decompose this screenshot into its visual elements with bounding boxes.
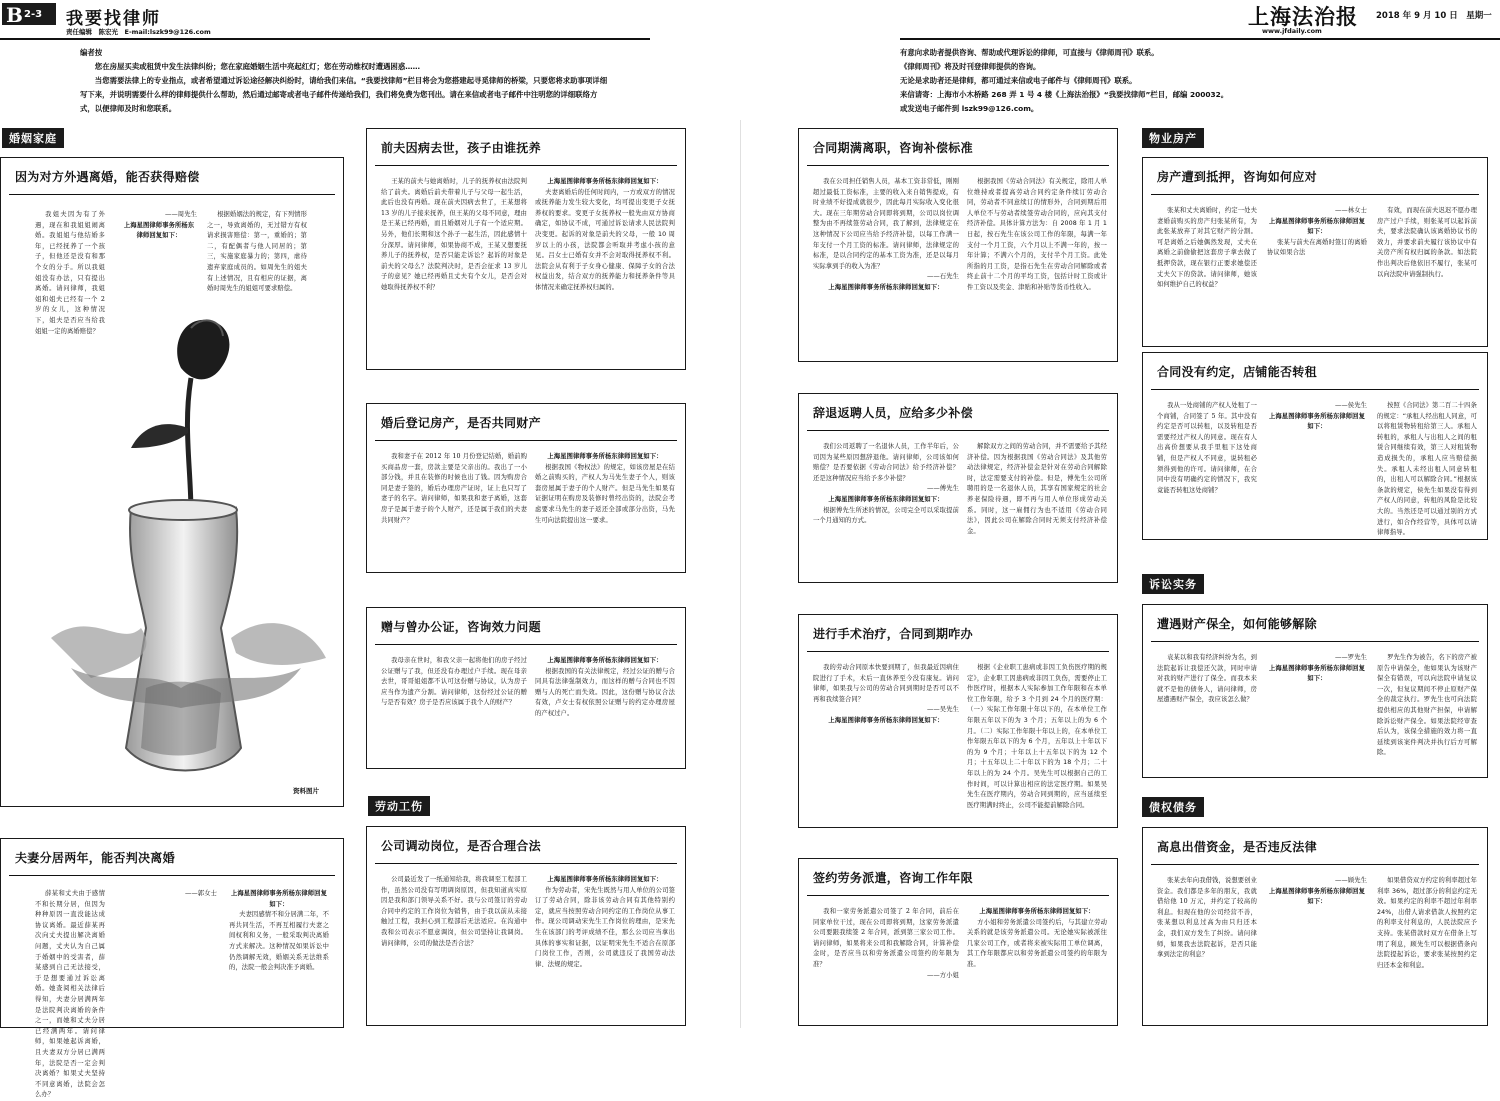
question-text: 薛某和丈夫由于感情不和长期分居，但因为种种原因一直没能达成协议离婚。最近薛某再次向丈夫提出解决离婚问题，丈夫认为自己属于婚姻中的受害者，薛某感到自己无法接受，于是想要通过诉讼离婚。她查阅相关法律后得知，夫妻分居满两年是法院判决离婚的条件之一，而她和丈夫分居已经满两年。请问律师，如果她起诉离婚，且夫妻双方分居已满两年，法院是否一定会判决离婚？如果丈夫坚持不同意离婚，法院会怎么办？ [35,890,105,1099]
editor-note-p1: 您在房屋买卖或租赁中发生法律纠纷；您在家庭婚姻生活中亮起红灯；您在劳动维权时遭遇困惑…… [94,62,420,71]
article-title: 赠与曾办公证，咨询效力问题 [381,620,541,634]
answer-text: 解除双方之间的劳动合同，并不需要给予其经济补偿。因为根据我国《劳动合同法》及其他劳动法律规定，经济补偿金是针对在劳动合同解除时，法定需要支付的补偿。但是，傅先生公司所聘用的是一名退休人员，其享有国家规定的社会养老保险待遇，即不再与用人单位形成劳动关系。同时，这一雇佣行为也不适用《劳动合同法》，因此公司在解除合同时无须支付经济补偿金。 [967,443,1107,535]
editor-note-heading: 编者按 [80,48,103,57]
article-title: 辞退返聘人员，应给多少补偿 [813,406,973,420]
title-rule [807,651,1109,652]
article-title: 合同期满离职，咨询补偿标准 [813,141,973,155]
page-header [0,0,1500,42]
page-letter: B [6,3,23,27]
title-rule [9,194,335,195]
article-job-transfer [366,826,686,1026]
article-retiree-dismissal [798,393,1118,583]
contact-line-2: 《律师周刊》将及时刊登律师提供的咨询。 [900,62,1041,71]
article-labor-dispatch [798,858,1118,1026]
article-title: 合同没有约定，店铺能否转租 [1157,365,1317,379]
question-text: 我们公司返聘了一名退休人员，工作半年后，公司因为某些原因想辞退他。请问律师，公司该如何赔偿？是否要依据《劳动合同法》给予经济补偿？还是这种情况应当给予多少补偿？ ——傅先生 上海星图律师事务所杨东律师回复如下： 根据傅先生所述的情况，公司完全可以采取提前一个月通知的方式。 [813,443,959,525]
question-text-2: ——周先生 上海星图律师事务所杨东律师回复如下： [123,211,197,240]
section-debt: 债权债务 [1142,797,1204,817]
rose-vase-illustration [31,308,331,788]
article-title: 公司调动岗位，是否合理合法 [381,839,541,853]
article-title: 房产遭到抵押，咨询如何应对 [1157,170,1317,184]
page-number: 2-3 [24,9,43,20]
question-text-2: ——林女士 上海星图律师事务所杨东律师回复如下： 张某与前夫在离婚时签订的离婚协议如果合法 [1267,207,1367,257]
title-rule [375,165,677,166]
contact-note [900,46,1320,116]
section-litigation: 诉讼实务 [1142,574,1204,594]
header-rule-right [900,38,1500,40]
title-rule [807,430,1109,431]
title-rule [375,644,677,645]
answer-text: 上海星图律师事务所杨东律师回复如下： 根据我国的有关法律规定，经过公证的赠与合同具有法律强制效力，而这样的赠与合同也不因赠与人的死亡而失效。因此，这份赠与协议合法有效，卢女士有权依照公证赠与的约定办理房屋的产权过户。 [535,657,675,717]
title-rule [1151,389,1479,390]
contact-line-3: 无论是求助者还是律师，都可通过来信或电子邮件与《律师周刊》联系。 [900,76,1137,85]
article-title: 签约劳务派遣，咨询工作年限 [813,871,973,885]
answer-text: 上海星图律师事务所杨东律师回复如下： 夫妻因感情不和分居满二年，不再共同生活，不再互相履行夫妻之间权利和义务，一般采取判决离婚方式来解决。这种情况如果诉讼中仍然调解无效，婚姻关系无法维系的，法院一般会判决准予离婚。 [229,890,329,972]
article-title: 因为对方外遇离婚，能否获得赔偿 [15,170,200,184]
answer-text: 如果借贷双方约定的利率超过年利率 36%，超过部分的利息约定无效。如果约定的利率不超过年利率 24%，出借人请求借款人按照约定的利率支付利息的，人民法院应予支持。张某借款时双方在借条上写明了利息，顾先生可以根据借条向法院提起诉讼，要求张某按照约定归还本金和利息。 [1377,877,1477,969]
section-labor: 劳动工伤 [368,796,430,816]
answer-text: 上海星图律师事务所杨东律师回复如下： 夫妻离婚后的任何时间内，一方或双方的情况或抚养能力发生较大变化，均可提出变更子女抚养权的要求。变更子女抚养权一般先由双方协商确定，如协议不成，可通过诉讼请求人民法院判决变更。起诉的对象是前夫的父母，一般 10 周岁以上的小孩，法院都会听取并考虑小孩的意见。吕女士已婚有女并不会对取得抚养权不利。法院会从有利于子女身心健康、保障子女的合法权益出发，结合双方的抚养能力和抚养条件等具体情况来确定抚养权归属的。 [535,178,675,291]
question-text-2: ——郭女士 [185,890,217,897]
website: www.jfdaily.com [1262,27,1322,35]
title-rule [807,895,1109,896]
editor-note-p2: 当您需要法律上的专业指点，或者希望通过诉讼途径解决纠纷时，请给我们来信。“我要找律师”栏目将会为您搭建起寻觅律师的桥梁，只要您将求助事项详细写下来，并说明需要什么样的律师提供什么帮助，然后通过邮寄或者电子邮件传递给我们，我们将免费为您刊出。请在来信或者电子邮件中注明您的详细联络方式，以便律师及时和您联系。 [80,76,608,113]
answer-text: 根据《企业职工患病或非因工负伤医疗期的规定》，企业职工因患病或非因工负伤，需要停止工作医疗时，根据本人实际参加工作年限和在本单位工作年限，给予 3 个月到 24 个月的医疗期：（一）实际工作年限十年以下的，在本单位工作年限五年以下的为 3 个月；五年以上的为 6 个月。（二）实际工作年限十年以上的，在本单位工作年限五年以下的为 6 个月，五年以上十年以下的为 9 个月；十年以上十五年以下的为 12 个月；十五年以上二十年以下的为 18 个月；二十年以上的为 24 个月。吴先生可以根据自己的工作时间，可以计算出相应的法定医疗期。如果吴先生在医疗期内，劳动合同到期的，应当延续至医疗期满时终止，公司不能提前解除合同。 [967,664,1107,809]
article-divorce-compensation [0,157,344,807]
article-property-preservation [1142,604,1488,778]
column-title: 我要找律师 [66,9,161,29]
editor-note [80,46,608,116]
question-text-2: ——侯先生 上海星图律师事务所杨东律师回复如下： [1269,402,1367,431]
question-text: 我和一家劳务派遣公司签了 2 年合同，前后在同家单位干过，现在公司即将到期，这家劳务派遣公司要跟我续签 2 年合同，派到第三家公司工作。请问律师，如果将来公司和我解除合同，计算补偿金时，是否应当以和劳务派遣公司签约的年限为准？ ——方小姐 [813,908,959,979]
answer-text: 根据婚姻法的规定，有下列情形之一，导致离婚的，无过错方有权请求损害赔偿：第一，重婚的；第二，有配偶者与他人同居的；第三，实施家庭暴力的；第四，虐待遗弃家庭成员的。如周先生的姐夫有上述情况，且有相应的证据，离婚时周先生的姐姐可要求赔偿。 [207,211,307,293]
article-contract-expiry [798,128,1118,362]
contact-line-5: 或发送电子邮件到 lszk99@126.com。 [900,104,1039,113]
title-rule [1151,641,1479,642]
question-text-2: ——顾先生 上海星图律师事务所杨东律师回复如下： [1269,877,1367,906]
question-text: 我母亲在世时，和我父亲一起将他们的房子经过公证赠与了我，但还没有办理过户手续。现在母亲去世，哥哥姐姐都不认可这份赠与协议，认为房子应当作为遗产分割。请问律师，这份经过公证的赠与是否有效？房子是否应该属于我个人的财产？ [381,657,527,707]
answer-text: 上海星图律师事务所杨东律师回复如下： 方小姐和劳务派遣公司签约后，与其建立劳动关系的就是该劳务派遣公司。无论她实际被派往几家公司工作，或者将来被实际用工单位调离，其工作年限都应以和劳务派遣公司签约的年限为准。 [967,908,1107,968]
title-rule [807,165,1109,166]
question-text: 我和妻子在 2012 年 10 月份登记结婚，婚前购买商品房一套，房款主要是父亲出的。我出了一小部分钱，并且在装修的时候也出了钱。因为购房合同是妻子签的，婚后办理房产证时，证上也只写了妻子的名字。请问律师，如果我和妻子离婚，这套房子是属于妻子的个人财产，还是属于我们的夫妻共同财产？ [381,453,527,524]
editor-line: 责任编辑 陈宏光 E-mail:lszk99@126.com [66,28,211,36]
article-shop-sublease [1142,352,1488,540]
answer-text: 上海星图律师事务所杨东律师回复如下： 作为劳动者，宋先生既然与用人单位的公司签订了劳动合同，除非该劳动合同有其他特别约定，就应当按照劳动合同约定的工作岗位从事工作。现公司调动宋先生工作岗位的理由，是宋先生在该部门的考评成绩不佳，那么公司应当拿出具体的事实和证据，以证明宋先生不适合在原部门岗位工作，否则，公司就违反了我国劳动法律、法规的规定。 [535,876,675,968]
contact-line-1: 有意向求助者提供咨询、帮助或代理诉讼的律师，可直接与《律师周刊》联系。 [900,48,1159,57]
title-rule [1151,194,1479,195]
article-marital-property [366,403,686,573]
photo-caption: 资料图片 [293,787,319,795]
answer-text: 有效，而现在前夫迟迟不愿办理房产过户手续，则张某可以起诉前夫，要求法院确认该离婚协议书的效力，并要求前夫履行该协议中有关房产所有权归属的条款。如法院作出判决后他依旧不履行，张某可以向法院申请强制执行。 [1377,207,1477,278]
answer-text: 根据我国《劳动合同法》有关规定，除用人单位维持或者提高劳动合同约定条件续订劳动合同，劳动者不同意续订的情形外，合同到期后用人单位不与劳动者续签劳动合同的，应向其支付经济补偿。具体计算方法为：自 2008 年 1 月 1 日起，按石先生在该公司工作的年限，每满一年支付一个月工资，六个月以上不满一年的，按一年计算；不满六个月的，支付半个月工资。此处所指的月工资，是指石先生在劳动合同解除或者终止前十二个月的平均工资，包括计时工资或计件工资以及奖金、津贴和补贴等货币性收入。 [967,178,1107,291]
title-rule [1151,864,1479,865]
header-rule-left [0,38,650,40]
question-text: 张某和丈夫离婚时，约定一处夫妻婚前购买的房产归张某所有，为此张某放弃了对其它财产的分割。可是离婚之后她偶然发现，丈夫在离婚之前偷偷把这套房子拿去做了抵押贷款，现在银行正要求她偿还丈夫欠下的贷款。请问律师，她该如何维护自己的权益？ [1157,207,1257,289]
answer-text: 罗先生作为被告，名下的房产被原告申请保全，他如果认为该财产保全有错误，可以向法院申请复议一次，但复议期间不停止原财产保全的裁定执行。罗先生也可向法院提供相应的其他财产担保，申请解除诉讼财产保全。如果法院经审查后认为，该保全措施的效力将一直延续到该案件判决并执行后方可解除。 [1377,654,1477,757]
section-property: 物业房产 [1142,128,1204,148]
article-title: 婚后登记房产，是否共同财产 [381,416,541,430]
answer-text: 按照《合同法》第二百二十四条的规定：“承租人经出租人同意，可以将租赁物转租给第三人。承租人转租的，承租人与出租人之间的租赁合同继续有效，第三人对租赁物造成损失的，承租人应当赔偿损失。承租人未经出租人同意转租的，出租人可以解除合同。”根据该条款的规定，侯先生如果没有得到产权人的同意，转租的风险是比较大的。当然还是可以通过别的方式进行，如合作经营等，具体可以请律师指导。 [1377,402,1477,537]
section-marriage: 婚姻家庭 [2,128,64,148]
contact-line-4: 来信请寄：上海市小木桥路 268 弄 1 号 4 楼《上海法治报》“我要找律师”栏目，邮编 200032。 [900,90,1229,99]
issue-date: 2018 年 9 月 10 日 星期一 [1376,11,1492,21]
article-title: 高息出借资金，是否违反法律 [1157,840,1317,854]
title-rule [375,440,677,441]
question-text: 公司最近发了一纸通知给我，将我调至工程部工作，虽然公司没有写明调岗原因，但我知道真实原因是我和部门领导关系不好。我与公司签订的劳动合同中约定的工作岗位为销售，由于我以前从未接触过工程，我担心到工程部后无法适应。在沟通中我和公司表示不愿意调岗，但公司坚持让我调岗。请问律师，公司的做法是否合法？ [381,876,527,947]
newspaper-logo: 上海法治报 [1248,4,1358,29]
article-title: 进行手术治疗，合同到期咋办 [813,627,973,641]
answer-text: 上海星图律师事务所杨东律师回复如下： 根据我国《物权法》的规定，如该房屋是在结婚之前购买的，产权人为马先生妻子个人，则该套房屋属于妻子的个人财产。但是马先生如果有证据证明在购房及装修时曾经出资的，法院会考虑要求马先生的妻子返还全部或部分出资，马先生可向法院提出这一要求。 [535,453,675,524]
article-notarized-gift [366,607,686,769]
question-text: 我在公司担任销售人员，基本工资非常低，刚刚超过最低工资标准，主要的收入来自销售提成，有时业绩不好提成就很少，因此每月实际收入变化很大。现在三年期劳动合同即将到期，公司以岗位调整为由不再续签劳动合同，我了解到，法律规定在这种情况下公司应当给予经济补偿，以每工作满一年支付一个月工资的标准。请问律师，法律规定的标准，是以合同约定的基本工资为准，还是以每月实际拿到手的收入为准？ ——石先生 上海星图律师事务所杨东律师回复如下： [813,178,959,291]
question-text: 我从一处商铺的产权人处租了一个商铺，合同签了 5 年。其中没有约定是否可以转租，以及转租是否需要经过产权人的同意。现在有人出高价想要从我手里租下这处商铺，但是产权人不同意，说转租必须得到他的许可。请问律师，在合同中没有明确约定的情况下，我究竟能否转租这处商铺？ [1157,402,1257,494]
question-text: 王某的前夫与她离婚时，儿子的抚养权由法院判给了前夫。离婚后前夫带着儿子与父母一起生活，此后也没有再婚。现在前夫因病去世了，王某想将 13 岁的儿子接来抚养，但王某的父母不同意，理由是王某已经再婚，而且婚姻对儿子有一个适应期。另外，他们长期和这个孙子一起生活，因此感情十分深厚。请问律师，如果协商不成，王某又想要抚养儿子的抚养权，是否只能走诉讼？起诉的对象是前夫的父母么？法院判决时，是否会征求 13 岁儿子的意见？她已经再婚且丈夫有个女儿，是否会对她取得抚养权不利？ [381,178,527,291]
article-high-interest-loan [1142,827,1488,1026]
article-mortgaged-property [1142,157,1488,347]
question-text: 袁某以和我有经济纠纷为名，到法院起诉让我偿还欠款，同时申请对我的财产进行了保全。而我本来就不是他的债务人，请问律师，房屋遭遇财产保全，我应该怎么做？ [1157,654,1257,704]
article-surgery-contract [798,614,1118,828]
article-title: 前夫因病去世，孩子由谁抚养 [381,141,541,155]
article-title: 夫妻分居两年，能否判决离婚 [15,851,175,865]
question-text: 我姐夫因为有了外遇，现在和我姐姐闹离婚。我姐姐与他结婚多年，已经抚养了一个孩子，但他还是没有和那个女的分手。所以我姐姐没有办法，只有提出离婚。请问律师，我姐姐和姐夫已经有一个 2 岁的女儿，这种情况下，姐夫是否应当给我姐姐一定的离婚赔偿？ [35,211,105,335]
article-separation-divorce [0,838,344,1099]
question-text: 张某去年向我借钱，说想要创业资金。我们都是多年的朋友，我就借给他 10 万元，并约定了较高的利息。但现在他的公司经营不善，张某想以利息过高为由只归还本金，我们双方发生了纠纷。请问律师，如果我去法院起诉，是否只能拿到法定的利息？ [1157,877,1257,959]
title-rule [375,863,677,864]
title-rule [9,875,335,876]
page-badge [2,3,56,25]
page-fold [740,120,741,1028]
question-text: 我的劳动合同原本快要到期了，但我最近因病住院进行了手术，术后一直休养至今没有康复。请问律师，如果我与公司的劳动合同到期时是否可以不再和我续签合同？ ——吴先生 上海星图律师事务所杨东律师回复如下： [813,664,959,724]
article-child-custody [366,128,686,370]
article-title: 遭遇财产保全，如何能够解除 [1157,617,1317,631]
question-text-2: ——罗先生 上海星图律师事务所杨东律师回复如下： [1269,654,1367,683]
